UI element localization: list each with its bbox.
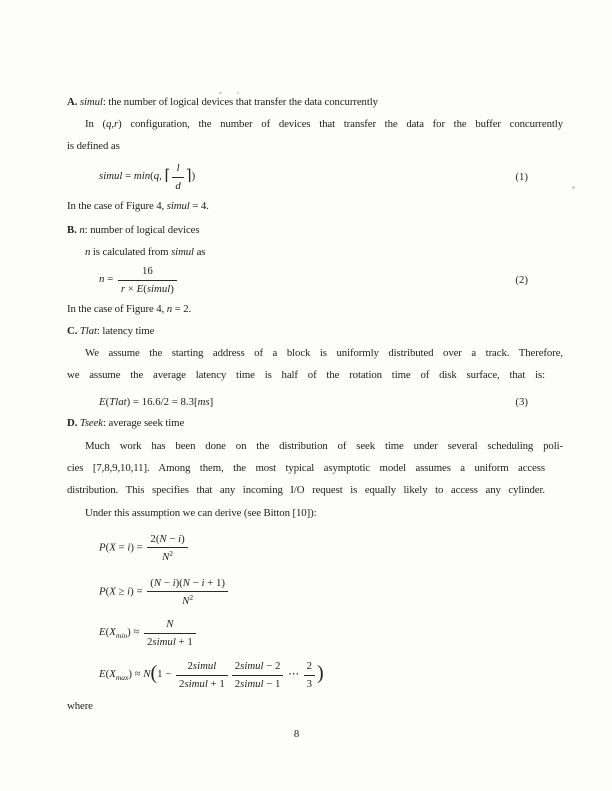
equation-body — [99, 532, 190, 564]
math-op: = 16.6/2 = 8.3[ — [130, 396, 198, 408]
equation-body — [99, 659, 324, 690]
fraction — [176, 659, 228, 690]
math-num: 2 — [147, 635, 153, 648]
math-num: 2( — [150, 532, 160, 545]
math-var-d: d — [175, 179, 181, 192]
math-var-l: l — [176, 162, 180, 175]
math-op: , — [159, 170, 165, 183]
section-d-label: D. — [67, 417, 80, 429]
equation-body — [99, 161, 195, 192]
text-run: distribution. This specifies that any incoming I/O request is equally likely to access any cylinder. — [67, 484, 545, 496]
math-op: = — [104, 273, 116, 286]
math-var-X: X — [109, 668, 116, 681]
paragraph-line — [67, 502, 563, 524]
math-var-N: N — [182, 595, 190, 607]
math-num: 2 — [179, 677, 185, 690]
math-superscript: 2 — [189, 593, 194, 602]
equation-e-xmax — [99, 653, 528, 697]
equation-body — [99, 617, 198, 648]
equation-e-xmin — [99, 612, 528, 654]
math-subscript-max: max — [115, 673, 129, 683]
fraction — [304, 659, 315, 690]
text-run: In ( — [85, 118, 107, 130]
scan-speck — [572, 186, 575, 189]
math-op: ) — [128, 668, 132, 681]
heading-text: : number of logical devices — [84, 224, 200, 236]
paragraph-line — [67, 695, 545, 717]
math-var-simul: simul — [240, 660, 264, 673]
math-var-simul: simul — [171, 246, 194, 258]
equation-body — [99, 396, 213, 408]
math-op: ] — [209, 396, 214, 408]
paragraph-line — [67, 479, 545, 501]
page-number: 8 — [293, 728, 300, 740]
math-op: × — [125, 282, 137, 295]
math-var-P: P — [99, 585, 106, 598]
math-num: 16 — [141, 265, 153, 278]
math-var-i: i — [178, 532, 182, 545]
math-op: ( — [143, 282, 147, 295]
math-var-i: i — [172, 576, 176, 589]
math-var-simul: simul — [192, 660, 217, 673]
math-op: ) — [127, 626, 131, 639]
text-run: We assume the starting address of a block is uniformly distributed over a track. Therefore, — [85, 347, 563, 359]
equation-px-eq-i — [99, 529, 528, 567]
text-run: is calculated from — [90, 246, 172, 258]
text-run: Much work has been done on the distribution of seek time under several scheduling poli- — [85, 440, 563, 452]
math-var-simul: simul — [99, 170, 123, 183]
math-var-r: r — [120, 282, 126, 295]
math-op: ( — [150, 170, 154, 183]
math-subscript-min: min — [115, 631, 128, 641]
math-var-i: i — [127, 541, 131, 554]
paragraph-line — [67, 195, 545, 217]
text-run: as — [193, 246, 206, 258]
math-op: ≈ — [131, 668, 144, 681]
math-var-simul: simul — [240, 677, 264, 690]
math-num: 2 — [234, 660, 241, 673]
math-var-E: E — [136, 282, 144, 295]
math-var-P: P — [99, 541, 106, 554]
text-run: In the case of Figure 4, — [67, 303, 167, 315]
paragraph-line — [67, 298, 545, 320]
math-var-q: q — [153, 170, 160, 183]
math-op: = — [122, 170, 134, 183]
text-run: cies [7,8,9,10,11]. Among them, the most typical asymptotic model assumes a uniform access — [67, 462, 545, 474]
math-var-simul: simul — [184, 677, 208, 690]
math-op: )( — [175, 576, 183, 589]
math-num: 3 — [306, 677, 313, 690]
math-op: ( — [105, 396, 110, 408]
math-op: + 1 — [175, 635, 193, 648]
math-var-i: i — [201, 576, 205, 589]
math-op: = — [115, 541, 128, 554]
math-op: ( — [105, 541, 110, 554]
math-num: 2 — [187, 660, 193, 673]
math-num: 2 — [234, 677, 241, 690]
math-op: + 1 — [207, 677, 225, 690]
fraction — [147, 532, 187, 564]
heading-text: : the number of logical devices that transfer the data concurrently — [102, 96, 378, 108]
paragraph-line — [67, 342, 563, 364]
math-var-E: E — [99, 396, 106, 408]
math-var-tlat: Tlat — [109, 396, 127, 408]
paragraph-line — [67, 135, 545, 157]
equation-number-2: (2) — [515, 274, 528, 286]
text-run: we assume the average latency time is half of the rotation time of disk surface, that is: — [67, 369, 545, 381]
paren-right-icon: ) — [317, 662, 324, 685]
math-op: ( — [105, 585, 110, 598]
math-var-N: N — [153, 576, 162, 589]
math-dots: ⋯ — [285, 668, 302, 681]
math-op: ) — [181, 532, 185, 545]
math-var-N: N — [182, 576, 190, 589]
math-var-simul: simul — [146, 282, 171, 295]
math-op: ) — [170, 282, 174, 295]
equation-px-ge-i — [99, 570, 528, 614]
math-var-r: r — [113, 118, 119, 130]
equation-3 — [99, 391, 528, 413]
math-op: ≥ — [115, 585, 128, 598]
math-op: ( — [105, 626, 110, 639]
paragraph-line — [67, 113, 563, 135]
math-var-E: E — [99, 626, 106, 639]
equation-body — [99, 264, 179, 295]
term-tlat: Tlat — [79, 325, 97, 337]
math-op: + 1) — [204, 576, 225, 589]
fraction — [147, 576, 228, 608]
math-var-i: i — [127, 585, 131, 598]
term-simul: simul — [79, 96, 103, 108]
math-var-N: N — [166, 618, 174, 631]
heading-text: : average seek time — [103, 417, 185, 429]
math-var-simul: simul — [166, 200, 190, 212]
math-op: ) = — [130, 541, 146, 554]
text-run: = 4. — [189, 200, 209, 212]
math-op: ) = — [130, 585, 146, 598]
math-op: ) — [191, 170, 196, 183]
text-run: ) configuration, the number of devices that transfer the data for the buffer concurrently — [118, 118, 563, 130]
equation-number-1: (1) — [515, 171, 528, 183]
section-a-heading — [67, 91, 545, 113]
section-c-heading — [67, 320, 545, 342]
math-var-n: n — [85, 246, 91, 258]
equation-number-3: (3) — [515, 396, 528, 408]
math-op: − — [166, 532, 179, 545]
math-var-X: X — [109, 626, 116, 639]
equation-body — [99, 576, 230, 608]
math-var-X: X — [109, 585, 116, 598]
fraction — [118, 264, 177, 295]
paragraph-line — [67, 364, 545, 386]
math-op: ( — [150, 576, 154, 589]
math-var-n: n — [99, 273, 105, 286]
ceiling-right-icon: ⌉ — [185, 168, 192, 185]
math-op: ≈ — [130, 626, 143, 639]
text-run: where — [67, 700, 93, 712]
math-var-q: q — [106, 118, 112, 130]
text-run: is defined as — [67, 140, 120, 152]
math-op: − 2 — [263, 660, 281, 673]
term-n: n — [79, 224, 85, 236]
paragraph-line — [67, 435, 563, 457]
math-var-N: N — [162, 551, 170, 563]
math-op: − — [189, 576, 202, 589]
term-tseek: Tseek — [79, 417, 103, 429]
section-d-heading — [67, 412, 545, 434]
equation-2 — [99, 258, 528, 302]
section-c-label: C. — [67, 325, 80, 337]
text-run: = 2. — [172, 303, 192, 315]
math-var-n: n — [166, 303, 173, 315]
math-var-N: N — [159, 532, 167, 545]
text-run: Under this assumption we can derive (see Bitton [10]): — [85, 507, 317, 519]
math-num: 2 — [306, 660, 313, 673]
ceiling-left-icon: ⌈ — [164, 168, 171, 185]
fraction — [232, 659, 284, 690]
math-var-simul: simul — [152, 635, 176, 648]
math-op: − — [161, 576, 173, 589]
math-fn-min: min — [133, 170, 151, 183]
math-superscript: 2 — [169, 549, 174, 558]
fraction — [172, 161, 183, 192]
math-var-N: N — [143, 668, 151, 681]
text-run: In the case of Figure 4, — [67, 200, 167, 212]
math-var-X: X — [109, 541, 116, 554]
paren-left-icon: ( — [150, 662, 158, 685]
math-var-E: E — [99, 668, 106, 681]
paragraph-line — [67, 457, 545, 479]
text-run: , — [111, 118, 114, 130]
math-op: ( — [105, 668, 110, 681]
section-b-heading — [67, 219, 545, 241]
math-op: ) — [126, 396, 131, 408]
fraction — [144, 617, 196, 648]
math-unit-ms: ms — [197, 396, 210, 408]
section-b-label: B. — [67, 224, 80, 236]
math-op: 1 − — [157, 668, 175, 681]
math-op: − 1 — [263, 677, 281, 690]
heading-text: : latency time — [96, 325, 155, 337]
section-a-label: A. — [67, 96, 80, 108]
equation-1 — [99, 157, 528, 197]
